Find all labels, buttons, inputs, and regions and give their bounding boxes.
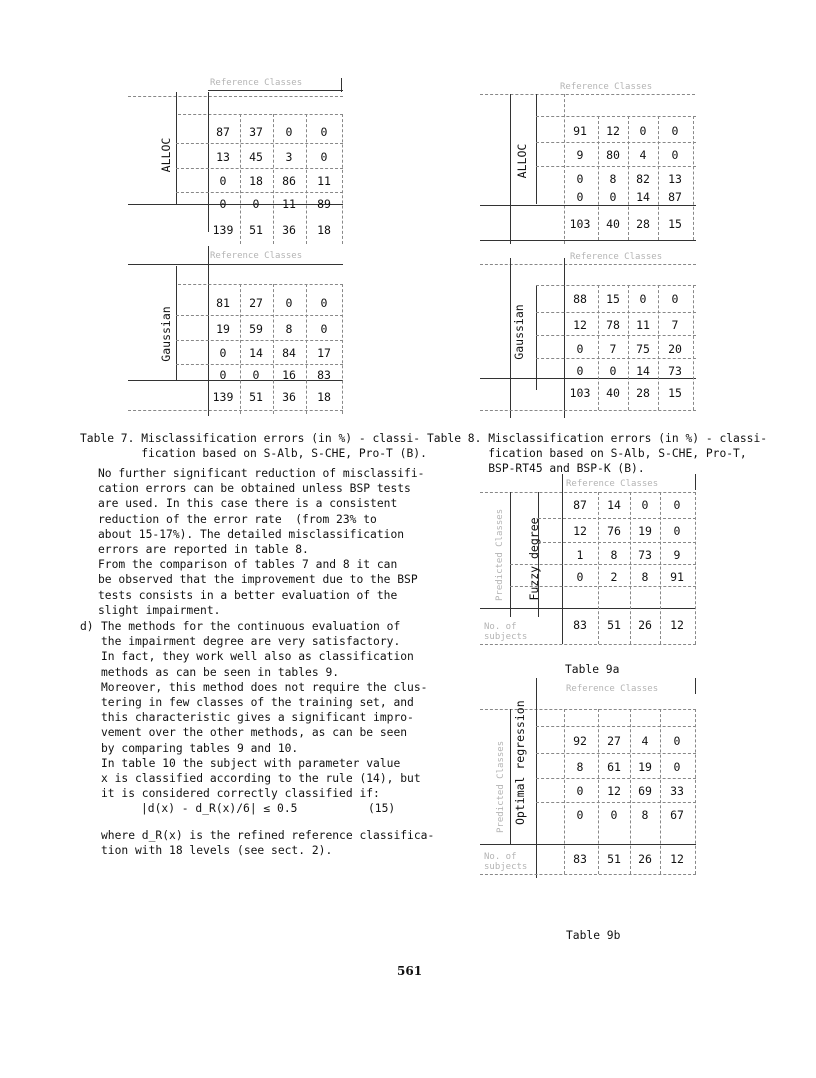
table-cell: 0 bbox=[610, 808, 618, 822]
subjects-cell: 51 bbox=[249, 390, 263, 404]
table-cell: 91 bbox=[573, 124, 587, 138]
table-cell: 8 bbox=[609, 172, 617, 186]
table-cell: 0 bbox=[252, 368, 260, 382]
table-cell: 0 bbox=[576, 808, 584, 822]
formula: |d(x) - d_R(x)/6| ≤ 0.5 bbox=[141, 802, 298, 815]
table-cell: 4 bbox=[639, 148, 647, 162]
table-cell: 9 bbox=[673, 548, 681, 562]
faint-header: Reference Classes bbox=[210, 78, 303, 88]
table-cell: 8 bbox=[285, 322, 293, 336]
table-7-caption: Table 7. Misclassification errors (in %) - classi- fication based on S-Alb, S-CHE, Pro-T (B). bbox=[80, 432, 427, 460]
table-cell: 14 bbox=[249, 346, 263, 360]
table-cell: 12 bbox=[607, 784, 621, 798]
table-cell: 16 bbox=[282, 368, 296, 382]
table-cell: 18 bbox=[249, 174, 263, 188]
table-8 bbox=[480, 80, 702, 415]
table-cell: 12 bbox=[573, 524, 587, 538]
table-cell: 61 bbox=[607, 760, 621, 774]
table-cell: 82 bbox=[636, 172, 650, 186]
table-cell: 0 bbox=[576, 190, 584, 204]
table-cell: 0 bbox=[320, 296, 328, 310]
table-9b bbox=[480, 678, 700, 878]
formula-number: (15) bbox=[368, 802, 396, 815]
method-label-optimal: Optimal regression bbox=[513, 700, 527, 825]
table-cell: 0 bbox=[219, 197, 227, 211]
table-cell: 87 bbox=[668, 190, 682, 204]
table-cell: 0 bbox=[219, 174, 227, 188]
subjects-cell: 83 bbox=[573, 852, 587, 866]
faint-row-label: Predicted Classes bbox=[495, 508, 505, 601]
table-cell: 11 bbox=[636, 318, 650, 332]
table-7 bbox=[128, 70, 348, 415]
table-cell: 13 bbox=[668, 172, 682, 186]
table-cell: 0 bbox=[609, 190, 617, 204]
table-cell: 7 bbox=[609, 342, 617, 356]
table-cell: 13 bbox=[216, 150, 230, 164]
subjects-cell: 26 bbox=[638, 852, 652, 866]
subjects-cell: 83 bbox=[573, 618, 587, 632]
subjects-cell: 103 bbox=[569, 217, 591, 231]
faint-row-label: Predicted Classes bbox=[496, 740, 506, 833]
table-cell: 37 bbox=[249, 125, 263, 139]
table-cell: 7 bbox=[671, 318, 679, 332]
subjects-cell: 40 bbox=[606, 217, 620, 231]
table-cell: 81 bbox=[216, 296, 230, 310]
paragraph-1: No further significant reduction of misclassifi- cation errors can be obtained unless BSP tests are used. In this case there is a consistent reduction of the error rate (from 23% to about 15-17%). The detailed misclassification errors are reported in table 8. From the comparison of tables 7 and 8 it can be observed that the improvement due to the BSP tests consists in a better evaluation of the slight impairment. bbox=[98, 467, 425, 617]
table-cell: 12 bbox=[573, 318, 587, 332]
table-cell: 0 bbox=[639, 292, 647, 306]
table-cell: 0 bbox=[576, 364, 584, 378]
table-cell: 87 bbox=[216, 125, 230, 139]
table-cell: 4 bbox=[641, 734, 649, 748]
table-cell: 75 bbox=[636, 342, 650, 356]
table-cell: 0 bbox=[285, 296, 293, 310]
subjects-cell: 36 bbox=[282, 390, 296, 404]
method-label-alloc: ALLOC bbox=[159, 137, 173, 173]
table-9a bbox=[480, 474, 700, 649]
table-cell: 17 bbox=[317, 346, 331, 360]
table-cell: 0 bbox=[252, 197, 260, 211]
subjects-cell: 28 bbox=[636, 386, 650, 400]
table-cell: 0 bbox=[320, 322, 328, 336]
subjects-cell: 15 bbox=[668, 386, 682, 400]
table-cell: 27 bbox=[607, 734, 621, 748]
method-label-gaussian: Gaussian bbox=[512, 304, 526, 360]
table-cell: 88 bbox=[573, 292, 587, 306]
table-cell: 0 bbox=[671, 292, 679, 306]
table-cell: 14 bbox=[607, 498, 621, 512]
table-cell: 0 bbox=[320, 125, 328, 139]
table-cell: 0 bbox=[609, 364, 617, 378]
subjects-cell: 51 bbox=[607, 852, 621, 866]
table-cell: 0 bbox=[673, 498, 681, 512]
subjects-cell: 26 bbox=[638, 618, 652, 632]
table-cell: 19 bbox=[638, 760, 652, 774]
table-9b-caption: Table 9b bbox=[566, 929, 621, 942]
method-label-fuzzy: Fuzzy degree bbox=[527, 517, 541, 601]
table-cell: 78 bbox=[606, 318, 620, 332]
table-cell: 33 bbox=[670, 784, 684, 798]
table-cell: 89 bbox=[317, 197, 331, 211]
subjects-cell: 18 bbox=[317, 223, 331, 237]
table-cell: 14 bbox=[636, 364, 650, 378]
faint-header: Reference Classes bbox=[566, 684, 659, 694]
paragraph-3: where d_R(x) is the refined reference classifica- tion with 18 levels (see sect. 2). bbox=[101, 829, 435, 858]
table-cell: 0 bbox=[285, 125, 293, 139]
method-label-gaussian: Gaussian bbox=[159, 306, 173, 362]
subjects-cell: 40 bbox=[606, 386, 620, 400]
table-cell: 1 bbox=[576, 548, 584, 562]
table-cell: 92 bbox=[573, 734, 587, 748]
table-cell: 0 bbox=[576, 570, 584, 584]
table-cell: 0 bbox=[320, 150, 328, 164]
table-cell: 91 bbox=[670, 570, 684, 584]
subjects-cell: 51 bbox=[607, 618, 621, 632]
table-cell: 19 bbox=[216, 322, 230, 336]
table-cell: 76 bbox=[607, 524, 621, 538]
table-cell: 3 bbox=[285, 150, 293, 164]
subjects-cell: 28 bbox=[636, 217, 650, 231]
subjects-cell: 15 bbox=[668, 217, 682, 231]
table-cell: 84 bbox=[282, 346, 296, 360]
table-cell: 0 bbox=[673, 760, 681, 774]
table-cell: 87 bbox=[573, 498, 587, 512]
table-cell: 45 bbox=[249, 150, 263, 164]
table-cell: 14 bbox=[636, 190, 650, 204]
table-cell: 8 bbox=[576, 760, 584, 774]
table-cell: 73 bbox=[638, 548, 652, 562]
table-cell: 0 bbox=[576, 172, 584, 186]
table-cell: 8 bbox=[610, 548, 618, 562]
page-number: 561 bbox=[397, 964, 423, 978]
table-cell: 69 bbox=[638, 784, 652, 798]
table-cell: 11 bbox=[317, 174, 331, 188]
subjects-cell: 51 bbox=[249, 223, 263, 237]
faint-header: Reference Classes bbox=[566, 479, 659, 489]
table-cell: 20 bbox=[668, 342, 682, 356]
table-cell: 59 bbox=[249, 322, 263, 336]
table-cell: 9 bbox=[576, 148, 584, 162]
table-cell: 0 bbox=[639, 124, 647, 138]
table-cell: 0 bbox=[671, 124, 679, 138]
table-9a-caption: Table 9a bbox=[565, 663, 620, 676]
table-cell: 19 bbox=[638, 524, 652, 538]
subjects-cell: 139 bbox=[212, 390, 234, 404]
faint-header: Reference Classes bbox=[210, 251, 303, 261]
subjects-cell: 12 bbox=[670, 618, 684, 632]
subjects-cell: 103 bbox=[569, 386, 591, 400]
table-cell: 67 bbox=[670, 808, 684, 822]
table-cell: 0 bbox=[641, 498, 649, 512]
table-cell: 0 bbox=[219, 368, 227, 382]
table-cell: 27 bbox=[249, 296, 263, 310]
faint-subjects: No. of subjects bbox=[484, 852, 528, 872]
table-cell: 73 bbox=[668, 364, 682, 378]
table-cell: 12 bbox=[606, 124, 620, 138]
table-cell: 0 bbox=[576, 784, 584, 798]
faint-subjects: No. of subjects bbox=[484, 622, 528, 642]
faint-header: Reference Classes bbox=[560, 82, 653, 92]
subjects-cell: 12 bbox=[670, 852, 684, 866]
subjects-cell: 18 bbox=[317, 390, 331, 404]
table-cell: 83 bbox=[317, 368, 331, 382]
subjects-cell: 139 bbox=[212, 223, 234, 237]
item-label-d: d) bbox=[80, 620, 94, 633]
faint-header: Reference Classes bbox=[570, 252, 663, 262]
table-cell: 0 bbox=[219, 346, 227, 360]
table-cell: 8 bbox=[641, 808, 649, 822]
table-cell: 86 bbox=[282, 174, 296, 188]
table-cell: 15 bbox=[606, 292, 620, 306]
table-cell: 0 bbox=[671, 148, 679, 162]
subjects-cell: 36 bbox=[282, 223, 296, 237]
table-cell: 11 bbox=[282, 197, 296, 211]
table-cell: 2 bbox=[610, 570, 618, 584]
paragraph-2: The methods for the continuous evaluation of the impairment degree are very satisfactory. In fact, they work well also as classification methods as can be seen in tables 9. Moreover, this method does not require the clus- tering in few classes of the training set, and this characteristic gives a significant impro- vement over the other methods, as can be seen by comparing tables 9 and 10. In table 10 the subject with parameter value x is classified according to the rule (14), but it is considered correctly classified if: bbox=[101, 620, 428, 801]
table-8-caption: Table 8. Misclassification errors (in %) - classi- fication based on S-Alb, S-CHE, Pro-T, BSP-RT45 and BSP-K (B). bbox=[427, 432, 768, 475]
table-cell: 8 bbox=[641, 570, 649, 584]
table-cell: 0 bbox=[673, 734, 681, 748]
method-label-alloc: ALLOC bbox=[515, 143, 529, 179]
table-cell: 0 bbox=[673, 524, 681, 538]
table-cell: 80 bbox=[606, 148, 620, 162]
table-cell: 0 bbox=[576, 342, 584, 356]
